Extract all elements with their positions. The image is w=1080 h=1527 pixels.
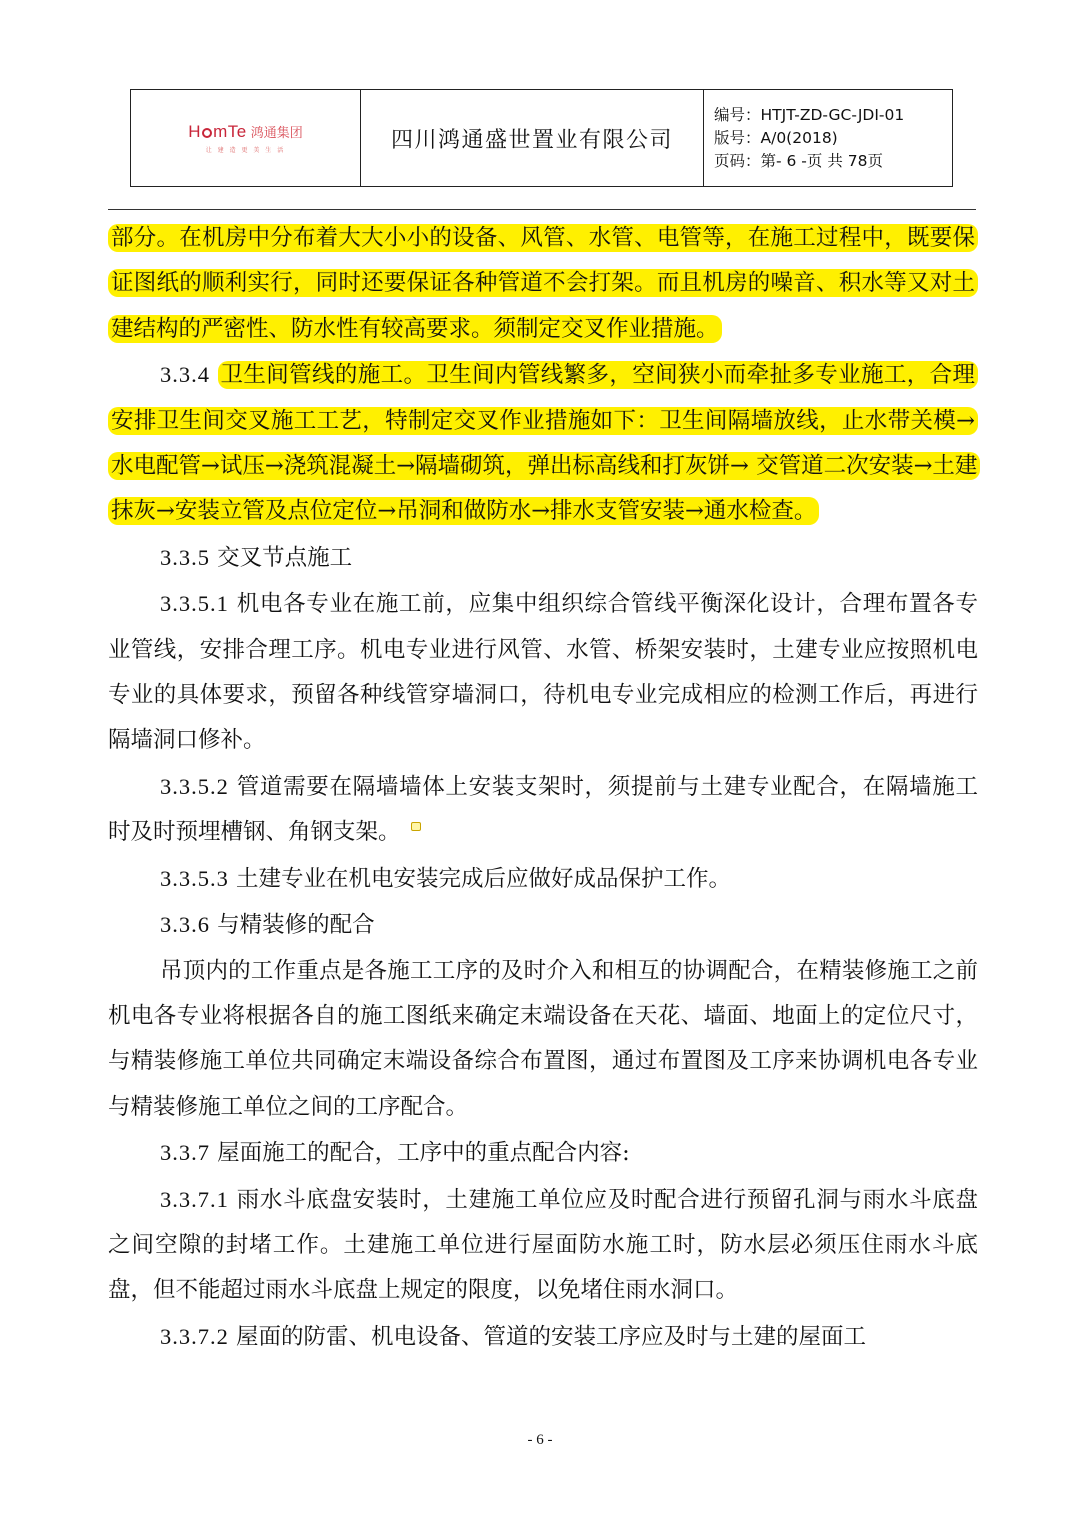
section-number: 3.3.5.2	[160, 773, 229, 799]
section-title: 与精装修的配合	[217, 912, 375, 939]
section-number: 3.3.5.1	[160, 591, 229, 617]
document-version: 版号：A/0(2018)	[714, 128, 838, 147]
comment-icon[interactable]	[411, 822, 421, 831]
paragraph-continuation	[108, 216, 978, 352]
page-indicator: 页码：第- 6 -页 共 78页	[714, 151, 883, 170]
document-body	[108, 216, 978, 1360]
heading-3-3-5	[108, 535, 978, 581]
section-number: 3.3.6	[160, 912, 210, 938]
section-title: 交叉节点施工	[217, 544, 353, 571]
section-number: 3.3.7.1	[160, 1186, 229, 1212]
paragraph-3-3-5-1	[108, 581, 978, 764]
logo-brand: H mTe	[188, 122, 247, 141]
header-divider	[108, 209, 976, 210]
logo-o-icon	[202, 128, 212, 138]
section-number: 3.3.7.2	[160, 1323, 229, 1349]
company-name: 四川鸿通盛世置业有限公司	[361, 90, 704, 186]
section-title: 屋面施工的配合，工序中的重点配合内容:	[217, 1140, 630, 1167]
paragraph-3-3-5-2	[108, 764, 978, 856]
highlighted-text: 卫生间管线的施工。卫生间内管线繁多，空间狭小而牵扯多专业施工，合理安排卫生间交叉施工工艺，特制定交叉作业措施如下：卫生间隔墙放线，止水带关模→水电配管→试压→浇筑混凝土→隔墙砌筑，弹出标高线和打灰饼→ 交管道二次安装→土建抹灰→安装立管及点位定位→吊洞和做防水→排水支管安装→通水检查。	[108, 361, 980, 525]
section-number: 3.3.5	[160, 544, 210, 570]
paragraph-3-3-7-2	[108, 1314, 978, 1360]
paragraph-3-3-7-1	[108, 1177, 978, 1314]
section-number: 3.3.4	[160, 362, 210, 388]
company-logo	[131, 90, 361, 186]
document-number: 编号：HTJT-ZD-GC-JDⅠ-01	[714, 105, 905, 124]
highlighted-text: 部分。在机房中分布着大大小小的设备、风管、水管、电管等，在施工过程中，既要保证图纸的顺利实行，同时还要保证各种管道不会打架。而且机房的噪音、积水等又对土建结构的严密性、防水性有较高要求。须制定交叉作业措施。	[108, 224, 978, 343]
paragraph-text: 管道需要在隔墙墙体上安装支架时，须提前与土建专业配合，在隔墙施工时及时预埋槽钢、角钢支架。	[108, 773, 978, 846]
paragraph-text: 屋面的防雷、机电设备、管道的安装工序应及时与土建的屋面工	[236, 1323, 867, 1350]
paragraph-3-3-5-3	[108, 856, 978, 902]
section-number: 3.3.5.3	[160, 865, 229, 891]
logo-chinese-name: 鸿通集团	[250, 126, 303, 141]
section-number: 3.3.7	[160, 1140, 210, 1166]
paragraph-text: 土建专业在机电安装完成后应做好成品保护工作。	[236, 865, 732, 892]
paragraph-text: 机电各专业在施工前，应集中组织综合管线平衡深化设计，合理布置各专业管线，安排合理工序。机电专业进行风管、水管、桥架安装时，土建专业应按照机电专业的具体要求，预留各种线管穿墙洞口，待机电专业完成相应的检测工作后，再进行隔墙洞口修补。	[108, 591, 978, 754]
heading-3-3-7	[108, 1130, 978, 1176]
paragraph-3-3-4	[108, 352, 978, 535]
document-info	[704, 90, 952, 186]
heading-3-3-6	[108, 902, 978, 948]
document-header-table	[130, 89, 953, 187]
page-number: - 6 -	[527, 1432, 553, 1448]
paragraph-text: 雨水斗底盘安装时，土建施工单位应及时配合进行预留孔洞与雨水斗底盘之间空隙的封堵工作。土建施工单位进行屋面防水施工时，防水层必须压住雨水斗底盘，但不能超过雨水斗底盘上规定的限度，以免堵住雨水洞口。	[108, 1186, 978, 1304]
logo-slogan: 让 建 造 更 美 生 活	[205, 147, 286, 154]
paragraph-ceiling-work: 吊顶内的工作重点是各施工工序的及时介入和相互的协调配合，在精装修施工之前机电各专业将根据各自的施工图纸来确定末端设备在天花、墙面、地面上的定位尺寸，与精装修施工单位共同确定末端设备综合布置图，通过布置图及工序来协调机电各专业与精装修施工单位之间的工序配合。	[108, 957, 978, 1120]
